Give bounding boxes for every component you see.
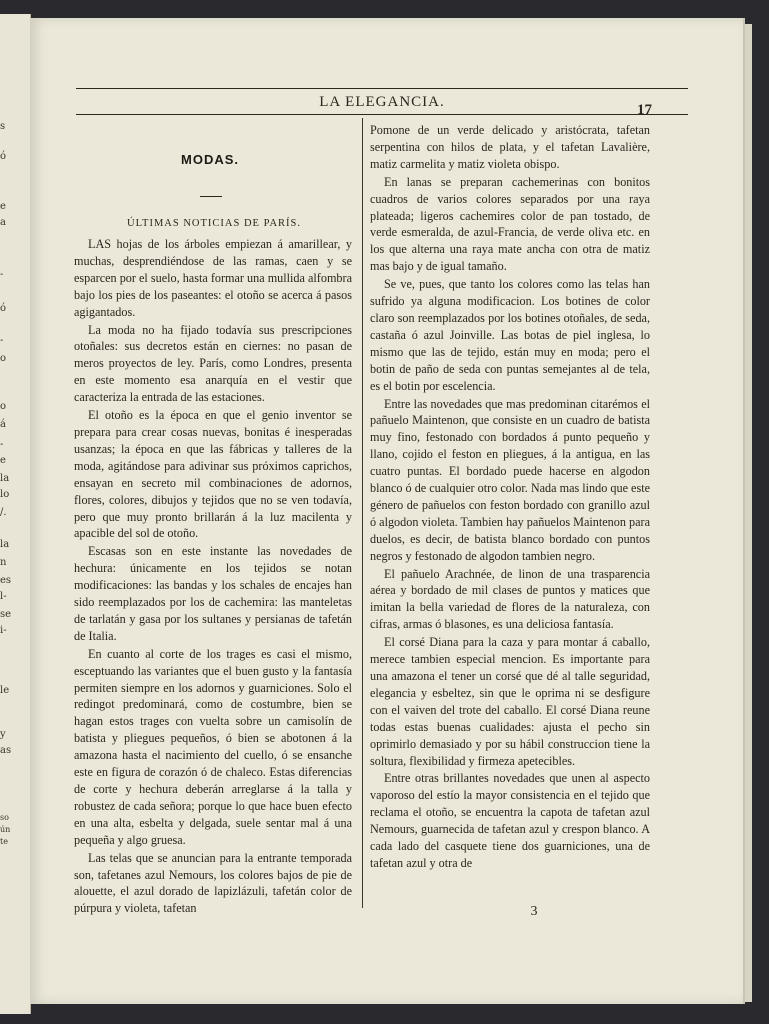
- left-fragment: -: [0, 335, 4, 346]
- paragraph: Escasas son en este instante las novedades de hechura: únicamente en los tejidos se notan modificaciones: las bandas y los schales de encajes han sido reemplazados por los de cachemira: las manteletas de tarlatán y gasa por los sultanes y persianas de tafetán de Italia.: [74, 544, 352, 643]
- left-fragment: ún: [0, 825, 11, 834]
- document-page: [30, 18, 745, 1004]
- paragraph: En lanas se preparan cachemerinas con bonitos cuadros de varios colores separados por una raya plateada; ligeros cachemires color de pan tostado, de verde esmeralda, de azul-Francia, de verde oliva etc. en los que alterna una raya mate ancha con otra de matiz mas bajo y de igual tamaño.: [370, 174, 650, 274]
- left-fragment: /.: [0, 507, 7, 518]
- left-fragment: -: [0, 439, 4, 450]
- left-fragment: ó: [0, 151, 7, 162]
- right-column: [370, 122, 650, 872]
- paragraph: El otoño es la época en que el genio inventor se prepara para crear cosas nuevas, bonitas é inesperadas usanzas; la época en que las fábricas y talleres de la moda, agitándose para adivinar sus próximos caprichos, ensayan en secreto mil combinaciones de adornos, flores, colores, dibujos y tejidos que no se ven todavía, pero que muy pronto brillarán á la luz macilenta y apacible del sol de otoño.: [74, 408, 352, 541]
- paragraph: En cuanto al corte de los trages es casi el mismo, esceptuando las variantes que el buen gusto y la fantasía permiten siempre en los adornos y guarniciones. Solo el redingot predominará, como de costumbre, bien se hagan estos trages con vuelta sobre un camisolín de batista y pliegues pequeños, ó bien se abotonen á la amazona hasta el nacimiento del cuello, ó se ensanche este en figura de corazón ó de chaleco. Estas diferencias de corte y hechura deberán arreglarse á la talla y robustez de cada señora; porque lo que hace buen efecto en una alta, esbelta y delgada, suele sentar mal á una pequeña y algo gruesa.: [74, 646, 352, 847]
- left-fragment: i-: [0, 625, 7, 636]
- paragraph: Las telas que se anuncian para la entrante temporada son, tafetanes azul Nemours, los colores bajos de pie de alouette, el azul dorado de lapizlázuli, tafetán color de púrpura y violeta, tafetan: [74, 850, 352, 916]
- left-column: [74, 236, 352, 917]
- section-title: MODAS.: [181, 152, 239, 167]
- section-subtitle: ÚLTIMAS NOTICIAS DE PARÍS.: [127, 218, 301, 229]
- left-fragment: á: [0, 419, 6, 430]
- left-fragment: s: [0, 121, 6, 132]
- left-fragment: te: [0, 837, 8, 846]
- left-fragment: e: [0, 201, 6, 212]
- header-rule-bottom: [76, 114, 688, 115]
- left-fragment: y: [0, 729, 6, 740]
- paragraph: La moda no ha fijado todavía sus prescripciones otoñales: sus decretos están en ciernes: no pasan de meros proyectos de ley. París, como Londres, presenta en este momento esa anarquía en el vestir que caracteriza la entrada de las estaciones.: [74, 322, 352, 405]
- left-fragment: as: [0, 745, 12, 756]
- left-fragment: n: [0, 557, 7, 568]
- left-fragment: l-: [0, 591, 7, 602]
- column-divider: [362, 118, 363, 908]
- paragraph: Se ve, pues, que tanto los colores como las telas han sufrido ya alguna modificacion. Los botines de color claro son reemplazados por los botines otoñales, de seda, castaña ó azul Joinville. Las botas de piel inglesa, lo mismo que las de tejido, están muy en moda; pero el botin de paño de seda con puntas semejantes al de tela, es el botin por escelencia.: [370, 277, 650, 393]
- header-rule-top: [76, 88, 688, 89]
- left-fragment: ó: [0, 303, 7, 314]
- paragraph: Pomone de un verde delicado y aristócrata, tafetan serpentina con hilos de plata, y el tafetan Lavalière, matiz carmelita y matiz violeta obispo.: [370, 123, 650, 171]
- left-page-edge: [0, 14, 31, 1014]
- left-fragment: a: [0, 217, 6, 228]
- title-rule: [200, 196, 222, 197]
- left-fragment: la: [0, 539, 10, 550]
- left-fragment: e: [0, 455, 6, 466]
- paragraph: El corsé Diana para la caza y para montar á caballo, merece tambien especial mencion. Es importante para una amazona el tener un corsé que dé al talle seguridad, elegancia y esbeltez, sin que le oprima ni se desfigure con el vaiven del trote del caballo. El corsé Diana reune todas estas buenas cualidades: ajusta el pecho sin oprimirlo demasiado y por su hábil construccion tiene la soltura, flexibilidad y firmeza apetecibles.: [370, 635, 650, 768]
- left-fragment: le: [0, 685, 10, 696]
- left-fragment: se: [0, 609, 12, 620]
- running-title: LA ELEGANCIA.: [319, 94, 445, 110]
- left-fragment: -: [0, 269, 4, 280]
- paragraph: Entre las novedades que mas predominan citarémos el pañuelo Maintenon, que consiste en un cuadro de batista muy fino, festonado con bordados á punto pequeño y llano, cojido el feston en pliegues, á la antigua, en las cuatro puntas. El bordado puede hacerse en algodon blanco ó de cualquier otro color. Nada mas lindo que este género de pañuelos con feston bordado con granillo azul ó algodon violeta. Tambien hay pañuelos Maintenon para duelos, es decir, de batista blanco bordado con puntos negros y festonado de algodon tambien negro.: [370, 396, 650, 563]
- left-fragment: es: [0, 575, 12, 586]
- page-number: 17: [637, 102, 652, 118]
- left-fragment: la: [0, 473, 10, 484]
- paragraph: LAS hojas de los árboles empiezan á amarillear, y muchas, desprendiéndose de las ramas, caen y se esparcen por el suelo, hasta formar una mullida alfombra bajo los pies de los paseantes: el otoño se acerca á pasos agigantados.: [74, 237, 352, 319]
- signature-mark: 3: [530, 904, 538, 919]
- left-fragment: o: [0, 353, 7, 364]
- left-fragment: o: [0, 401, 7, 412]
- left-fragment: so: [0, 813, 9, 822]
- left-fragment: lo: [0, 489, 10, 500]
- paragraph: El pañuelo Arachnée, de linon de una trasparencia aérea y bordado de mil clases de puntos y matices que imitan la bella variedad de flores de la naturaleza, con cifras, armas ó blasones, es una deliciosa fantasía.: [370, 566, 650, 632]
- paragraph: Entre otras brillantes novedades que unen al aspecto vaporoso del estío la mayor consistencia en el tejido que reclama el otoño, se encuentra la capota de tafetan azul Nemours, guarnecida de tafetan azul y crespon blanco. A cada lado del casquete tiene dos guarniciones, una de tafetan azul y otra de: [370, 771, 650, 870]
